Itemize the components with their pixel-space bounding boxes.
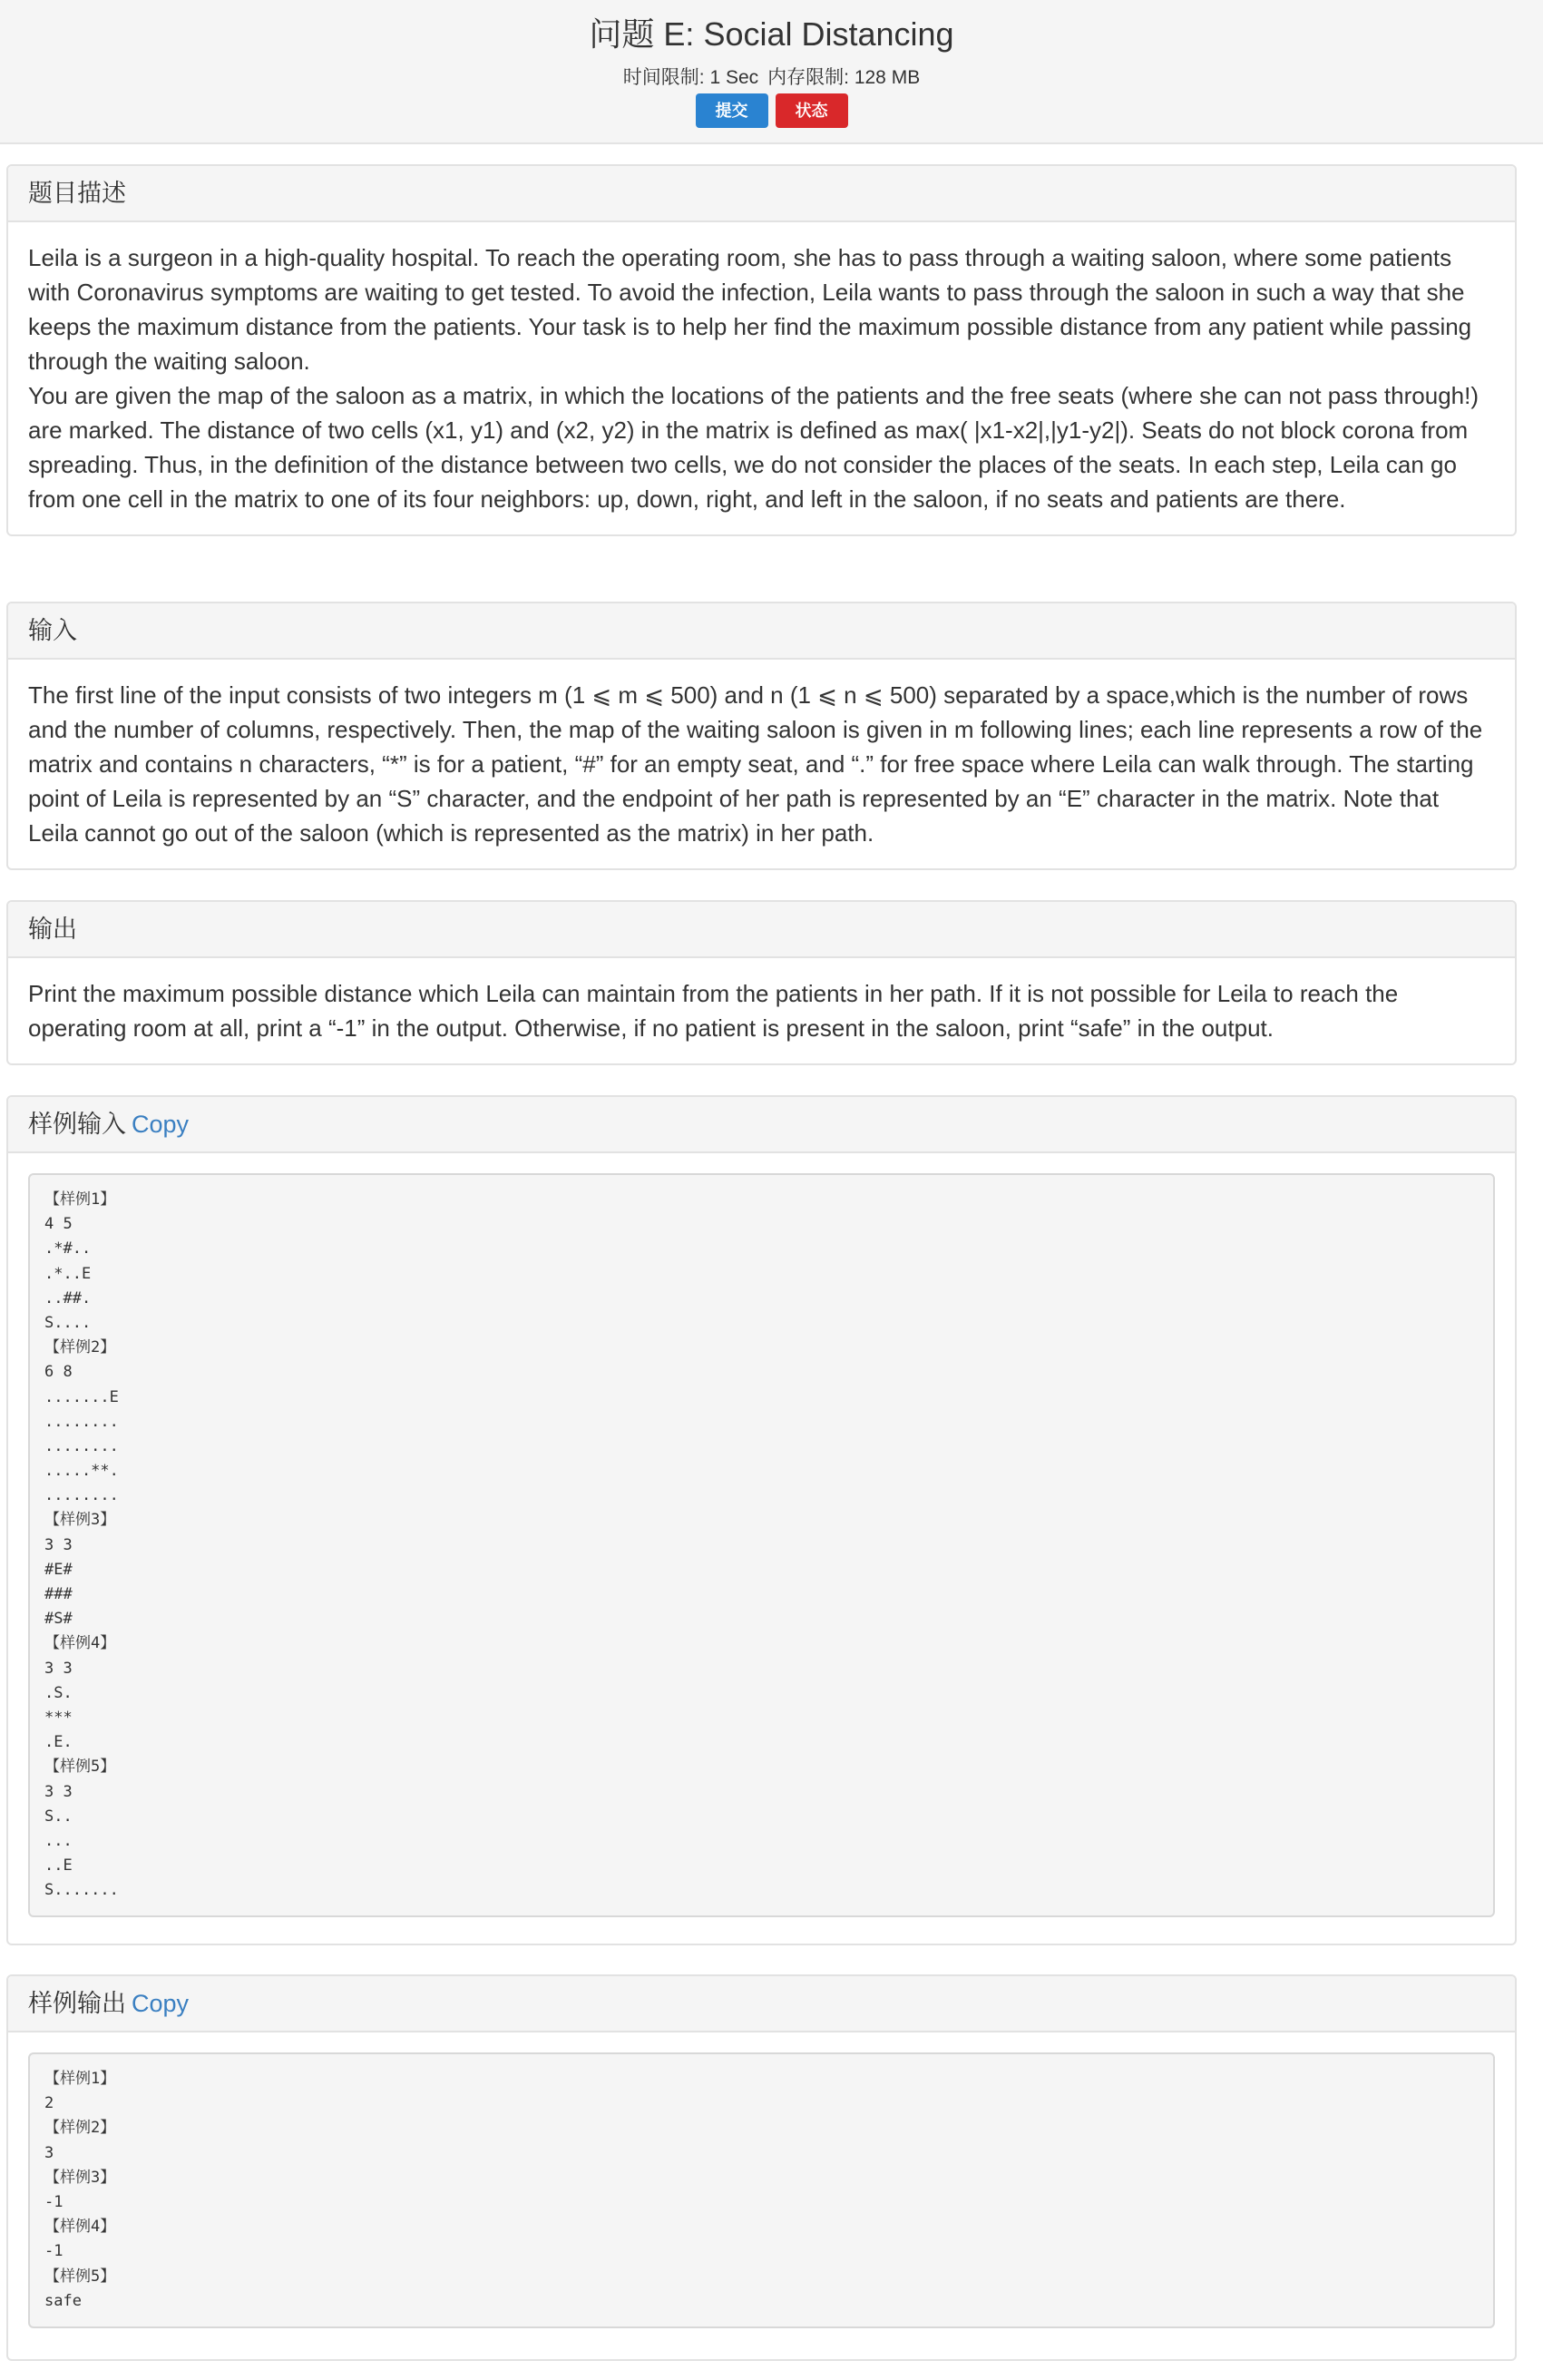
output-body <box>8 958 1515 1063</box>
code-line: *** <box>44 1708 73 1727</box>
sample-output-copy-link[interactable]: Copy <box>132 1990 190 2017</box>
code-line: 3 3 <box>44 1659 73 1678</box>
code-line: .*..E <box>44 1264 92 1283</box>
code-line: S....... <box>44 1881 119 1900</box>
code-line: ... <box>44 1831 73 1850</box>
code-line: 【样例3】 <box>44 2168 116 2187</box>
description-body <box>8 222 1515 534</box>
code-line: S.. <box>44 1807 73 1826</box>
code-line: S.... <box>44 1313 92 1332</box>
code-line: safe <box>44 2291 82 2310</box>
page-title: 问题 E: Social Distancing <box>589 15 954 53</box>
code-line: ..##. <box>44 1288 92 1308</box>
description-panel <box>6 164 1517 536</box>
description-paragraph: You are given the map of the saloon as a matrix, in which the locations of the patients and the free seats (where she can not pass through!) are marked. The distance of two cells (x1, y1) and (x2, y2) in the matrix is defined as max( |x1-x2|,|y1-y2|). Seats do not block corona from spreading. Thus, in the definition of the distance between two cells, we do not consider the places of the seats. In each step, Leila can go from one cell in the matrix to one of its four neighbors: up, down, right, and left in the saloon, if no seats and patients are there. <box>28 382 1479 513</box>
code-line: .S. <box>44 1683 73 1702</box>
code-line: ..E <box>44 1856 73 1876</box>
code-line: ........ <box>44 1436 119 1455</box>
sample-input-copy-link[interactable]: Copy <box>132 1111 190 1138</box>
code-line: .*#.. <box>44 1239 92 1259</box>
output-heading: 输出 <box>8 902 1515 958</box>
sample-input-code <box>28 1173 1495 1917</box>
code-line: 【样例4】 <box>44 1634 116 1653</box>
sample-output-code <box>28 2052 1495 2328</box>
code-line: 【样例2】 <box>44 2119 116 2138</box>
input-panel <box>6 602 1517 870</box>
time-limit: 时间限制: 1 Sec <box>622 67 759 88</box>
code-line: 3 3 <box>44 1782 73 1801</box>
limits-row <box>0 65 1543 91</box>
code-line: -1 <box>44 2192 63 2211</box>
code-line: 【样例2】 <box>44 1338 116 1357</box>
description-paragraph: Leila is a surgeon in a high-quality hospital. To reach the operating room, she has to pass through a waiting saloon, where some patients with Coronavirus symptoms are waiting to get tested. To avoid the infection, Leila wants to pass through the saloon in such a way that she keeps the maximum distance from the patients. Your task is to help her find the maximum possible distance from any patient while passing through the waiting saloon. <box>28 244 1472 375</box>
code-line: .....**. <box>44 1462 119 1481</box>
code-line: ........ <box>44 1486 119 1505</box>
code-line: 【样例1】 <box>44 2070 116 2088</box>
code-line: 【样例4】 <box>44 2218 116 2237</box>
code-line: #E# <box>44 1560 73 1579</box>
code-line: ### <box>44 1585 73 1603</box>
sample-input-title: 样例输入 <box>28 1111 126 1138</box>
code-line: ........ <box>44 1412 119 1431</box>
input-body <box>8 660 1515 868</box>
description-heading: 题目描述 <box>8 166 1515 222</box>
output-text: Print the maximum possible distance which Leila can maintain from the patients in her path. If it is not possible for Leila to reach the operating room at all, print a “-1” in the output. Otherwise, if no patient is present in the saloon, print “safe” in the output. <box>28 980 1399 1042</box>
problem-header <box>0 0 1543 144</box>
code-line: 3 <box>44 2143 54 2162</box>
code-line: 【样例5】 <box>44 1758 116 1777</box>
code-line: .E. <box>44 1733 73 1752</box>
submit-button[interactable]: 提交 <box>696 93 768 128</box>
action-buttons <box>0 93 1543 128</box>
code-line: 【样例5】 <box>44 2267 116 2286</box>
sample-output-heading <box>8 1976 1515 2032</box>
code-line: 2 <box>44 2094 54 2113</box>
code-line: 6 8 <box>44 1363 73 1382</box>
sample-output-title: 样例输出 <box>28 1990 126 2017</box>
sample-input-heading <box>8 1097 1515 1153</box>
sample-output-panel <box>6 1974 1517 2361</box>
code-line: .......E <box>44 1387 119 1406</box>
code-line: 3 3 <box>44 1535 73 1554</box>
sample-input-panel <box>6 1095 1517 1945</box>
code-line: 【样例1】 <box>44 1190 116 1209</box>
code-line: 【样例3】 <box>44 1511 116 1530</box>
output-panel <box>6 900 1517 1065</box>
code-line: #S# <box>44 1610 73 1629</box>
status-button[interactable]: 状态 <box>776 93 848 128</box>
input-heading: 输入 <box>8 603 1515 660</box>
memory-limit: 内存限制: 128 MB <box>767 67 921 88</box>
code-line: -1 <box>44 2242 63 2261</box>
code-line: 4 5 <box>44 1215 73 1234</box>
input-text: The first line of the input consists of two integers m (1 ⩽ m ⩽ 500) and n (1 ⩽ n ⩽ 500) separated by a space,which is the number of rows and the number of columns, respectively. Then, the map of the waiting saloon is given in m following lines; each line represents a row of the matrix and contains n characters, “*” is for a patient, “#” for an empty seat, and “.” for free space where Leila can walk through. The starting point of Leila is represented by an “S” character, and the endpoint of her path is represented by an “E” character in the matrix. Note that Leila cannot go out of the saloon (which is represented as the matrix) in her path. <box>28 681 1483 847</box>
